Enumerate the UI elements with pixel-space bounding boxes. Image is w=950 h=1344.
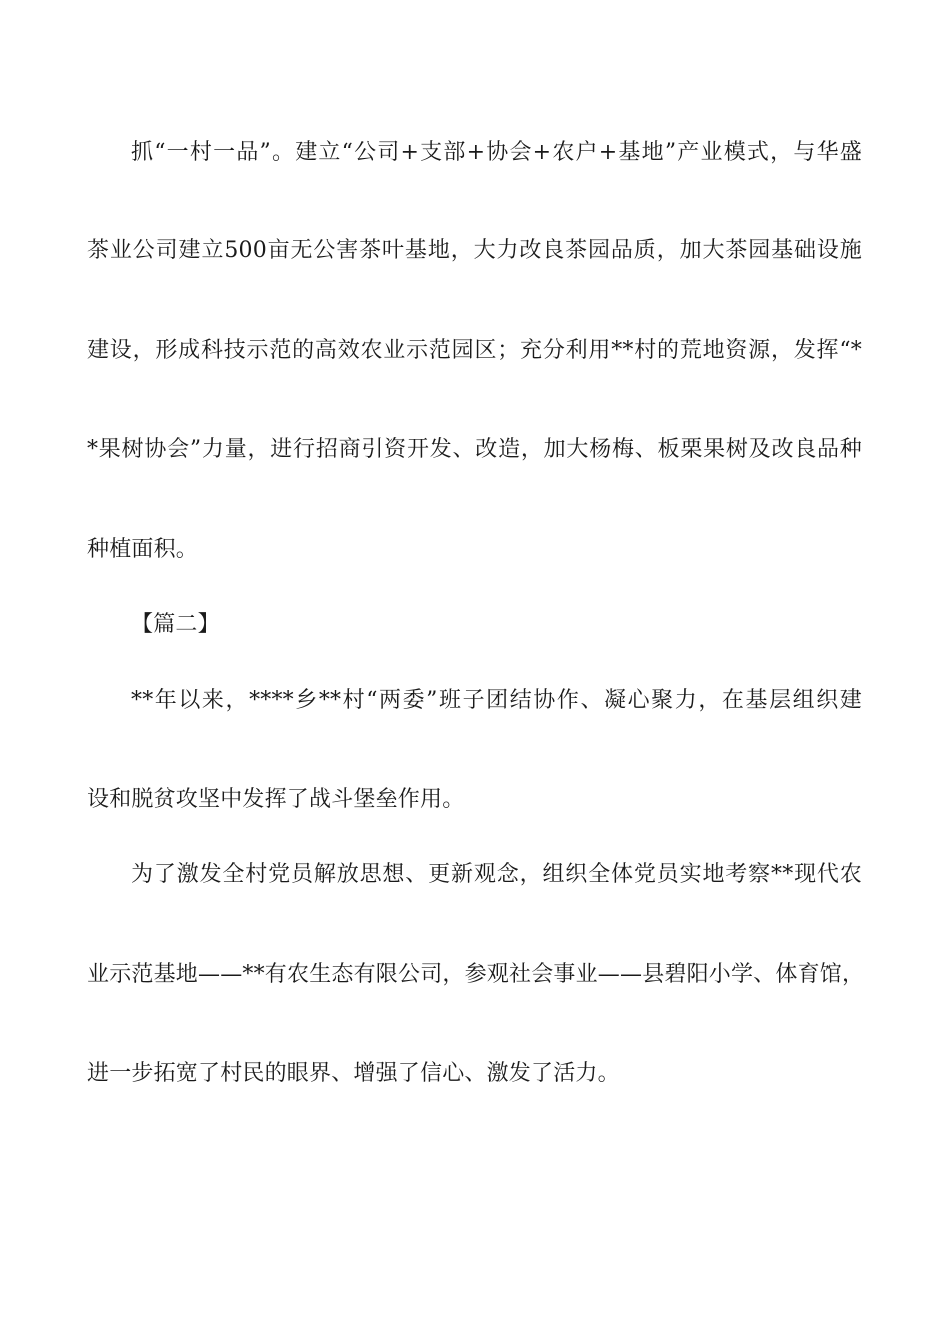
paragraph-2-line-1: **年以来，****乡**村“两委”班子团结协作、凝心聚力，在基层组织建 <box>131 688 862 713</box>
paragraph-1-line-3: 建设，形成科技示范的高效农业示范园区；充分利用**村的荒地资源，发挥“* <box>87 338 862 363</box>
paragraph-3-line-2: 业示范基地——**有农生态有限公司，参观社会事业——县碧阳小学、体育馆， <box>87 962 865 987</box>
paragraph-1-line-1: 抓“一村一品”。建立“公司+支部+协会+农户+基地”产业模式，与华盛 <box>131 140 862 165</box>
paragraph-2-line-2: 设和脱贫攻坚中发挥了战斗堡垒作用。 <box>87 787 465 812</box>
paragraph-1-line-5: 种植面积。 <box>87 537 199 562</box>
section-heading: 【篇二】 <box>131 612 220 637</box>
paragraph-3-line-1: 为了激发全村党员解放思想、更新观念，组织全体党员实地考察**现代农 <box>131 862 862 887</box>
paragraph-1-line-4: *果树协会”力量，进行招商引资开发、改造，加大杨梅、板栗果树及改良品种 <box>87 437 862 462</box>
paragraph-3-line-3: 进一步拓宽了村民的眼界、增强了信心、激发了活力。 <box>87 1061 620 1086</box>
paragraph-1-line-2: 茶业公司建立500亩无公害茶叶基地，大力改良茶园品质，加大茶园基础设施 <box>87 238 862 263</box>
